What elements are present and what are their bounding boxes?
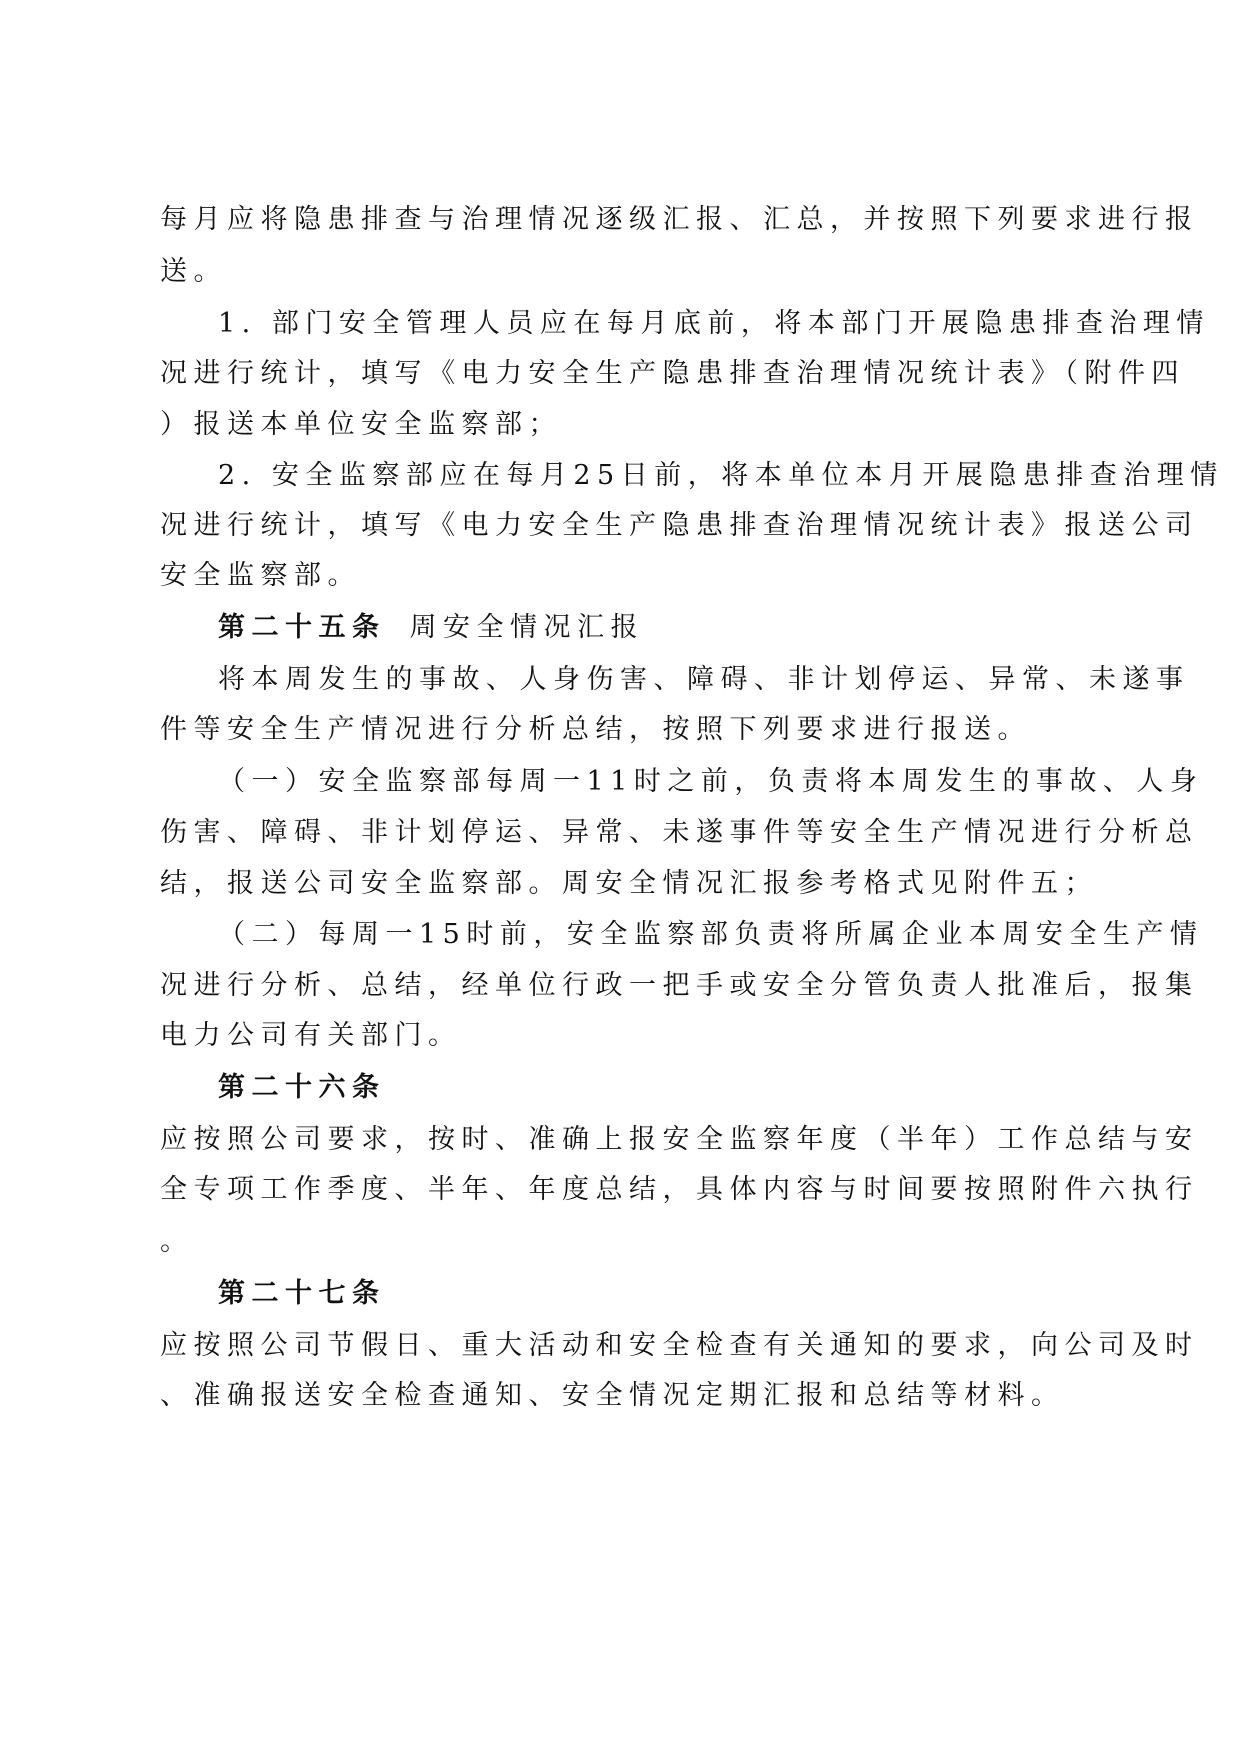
paragraph-line: 伤害、障碍、非计划停运、异常、未遂事件等安全生产情况进行分析总 <box>160 817 1199 848</box>
paragraph-line: 结，报送公司安全监察部。周安全情况汇报参考格式见附件五； <box>160 868 1098 899</box>
paragraph-line: 应按照公司要求，按时、准确上报安全监察年度（半年）工作总结与安 <box>160 1124 1199 1155</box>
list-item-1-line: 1. 部门安全管理人员应在每月底前，将本部门开展隐患排查治理情 <box>218 308 1210 339</box>
paragraph-line: 况进行分析、总结，经单位行政一把手或安全分管负责人批准后，报集 <box>160 970 1199 1001</box>
paragraph-line: 。 <box>160 1226 194 1257</box>
paragraph-line: ）报送本单位安全监察部； <box>160 409 562 440</box>
paragraph-line: 每月应将隐患排查与治理情况逐级汇报、汇总，并按照下列要求进行报 <box>160 204 1199 235</box>
paragraph-line: 将本周发生的事故、人身伤害、障碍、非计划停运、异常、未遂事 <box>218 664 1190 695</box>
paragraph-line: 况进行统计，填写《电力安全生产隐患排查治理情况统计表》报送公司 <box>160 510 1199 541</box>
list-item-2-line: 2. 安全监察部应在每月25日前，将本单位本月开展隐患排查治理情 <box>218 460 1224 491</box>
paragraph-line: 送。 <box>160 256 227 287</box>
article-number: 第二十五条 <box>218 612 386 643</box>
paragraph-line: 况进行统计，填写《电力安全生产隐患排查治理情况统计表》（附件四 <box>160 358 1185 389</box>
article-title: 周安全情况汇报 <box>409 612 644 643</box>
article-25-heading <box>218 610 1080 646</box>
list-item-1-line: （一）安全监察部每周一11时之前，负责将本周发生的事故、人身 <box>218 766 1204 797</box>
paragraph-line: 安全监察部。 <box>160 560 361 591</box>
article-26-heading: 第二十六条 <box>218 1072 386 1103</box>
article-27-heading: 第二十七条 <box>218 1278 386 1309</box>
paragraph-line: 全专项工作季度、半年、年度总结，具体内容与时间要按照附件六执行 <box>160 1174 1199 1205</box>
paragraph-line: 件等安全生产情况进行分析总结，按照下列要求进行报送。 <box>160 714 1031 745</box>
paragraph-line: 电力公司有关部门。 <box>160 1020 462 1051</box>
list-item-2-line: （二）每周一15时前，安全监察部负责将所属企业本周安全生产情 <box>218 919 1204 950</box>
paragraph-line: 、准确报送安全检查通知、安全情况定期汇报和总结等材料。 <box>160 1380 1065 1411</box>
paragraph-line: 应按照公司节假日、重大活动和安全检查有关通知的要求，向公司及时 <box>160 1330 1199 1361</box>
